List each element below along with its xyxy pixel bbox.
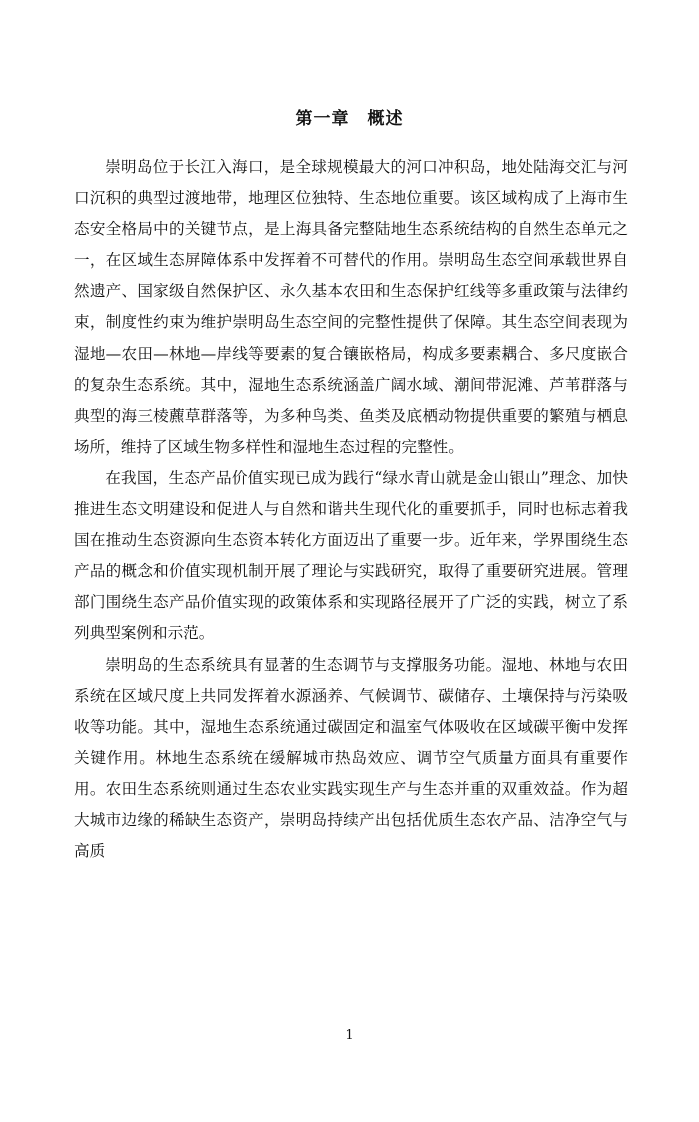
chapter-title: 第一章 概述 — [295, 109, 404, 129]
paragraph-1: 崇明岛位于长江入海口，是全球规模最大的河口冲积岛，地处陆海交汇与河口沉积的典型过渡地带，地理区位独特、生态地位重要。该区域构成了上海市生态安全格局中的关键节点，是上海具备完整陆地生态系统结构的自然生态单元之一，在区域生态屏障体系中发挥着不可替代的作用。崇明岛生态空间承载世界自然遗产、国家级自然保护区、永久基本农田和生态保护红线等多重政策与法律约束，制度性约束为维护崇明岛生态空间的完整性提供了保障。其生态空间表现为湿地—农田—林地—岸线等要素的复合镶嵌格局，构成多要素耦合、多尺度嵌合的复杂生态系统。其中，湿地生态系统涵盖广阔水域、潮间带泥滩、芦苇群落与典型的海三棱藨草群落等，为多种鸟类、鱼类及底栖动物提供重要的繁殖与栖息场所，维持了区域生物多样性和湿地生态过程的完整性。 — [74, 158, 628, 456]
paragraph-2: 在我国，生态产品价值实现已成为践行“绿水青山就是金山银山”理念、加快推进生态文明建设和促进人与自然和谐共生现代化的重要抓手，同时也标志着我国在推动生态资源向生态资本转化方面迈出了重要一步。近年来，学界围绕生态产品的概念和价值实现机制开展了理论与实践研究，取得了重要研究进展。管理部门围绕生态产品价值实现的政策体系和实现路径展开了广泛的实践，树立了系列典型案例和示范。 — [74, 468, 628, 643]
page-number: 1 — [345, 1028, 354, 1043]
body-text — [74, 152, 628, 867]
paragraph-3: 崇明岛的生态系统具有显著的生态调节与支撑服务功能。湿地、林地与农田系统在区域尺度上共同发挥着水源涵养、气候调节、碳储存、土壤保持与污染吸收等功能。其中，湿地生态系统通过碳固定和温室气体吸收在区域碳平衡中发挥关键作用。林地生态系统在缓解城市热岛效应、调节空气质量方面具有重要作用。农田生态系统则通过生态农业实践实现生产与生态并重的双重效益。作为超大城市边缘的稀缺生态资产，崇明岛持续产出包括优质生态农产品、洁净空气与高质 — [74, 655, 628, 861]
